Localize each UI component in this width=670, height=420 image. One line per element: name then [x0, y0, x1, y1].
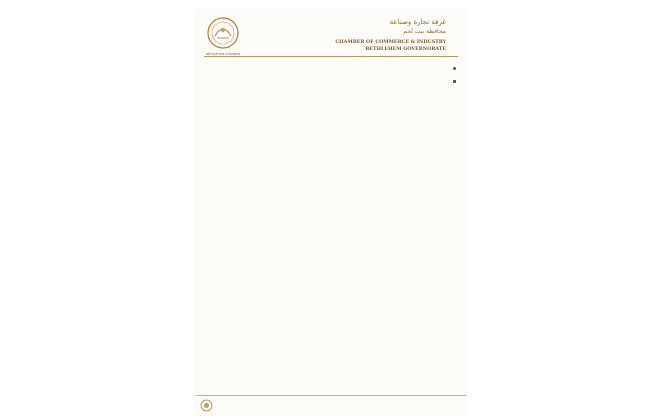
footer	[196, 396, 466, 415]
announcement-list	[206, 65, 456, 78]
chamber-logo	[206, 16, 240, 50]
closing-paragraph	[210, 340, 450, 348]
header-english-title: CHAMBER OF COMMERCE & INDUSTRY	[335, 39, 446, 45]
header-divider	[204, 56, 458, 57]
bullet-icon	[453, 67, 456, 70]
footer-logo-icon	[200, 399, 213, 412]
logo-caption: BETHLEHEM CHAMBER	[205, 52, 241, 56]
header-arabic-subtitle: محافظة بيت لحم	[403, 28, 446, 35]
header-english-subtitle: BETHLEHEM GOVERNORATE	[365, 46, 446, 52]
document-page	[196, 10, 466, 415]
header-arabic-title: غرفة تجارة وصناعة	[389, 18, 446, 26]
bullet-icon	[453, 80, 456, 83]
